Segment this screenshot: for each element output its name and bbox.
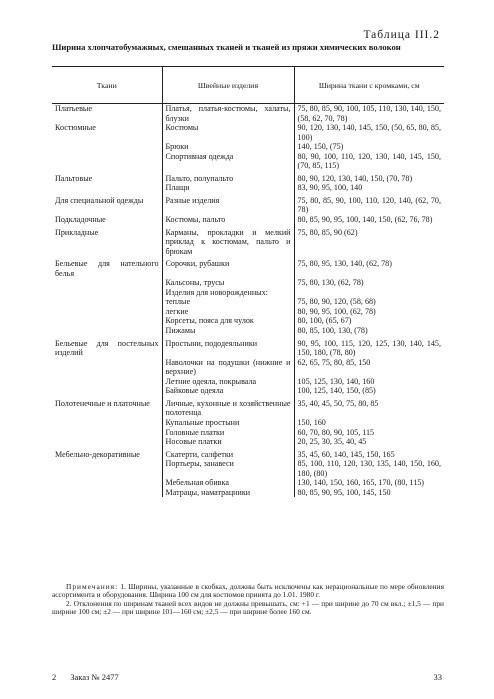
cell-fabric (52, 278, 162, 288)
cell-garment: Личные, кухонные и хозяйственные полотенца (162, 396, 294, 418)
cell-width: 105, 125, 130, 140, 160 (294, 377, 444, 387)
document-page (52, 0, 444, 699)
cell-garment: Карманы, прокладки и мелкий приклад к костюмам, пальто и брюкам (162, 225, 294, 257)
page-number: 33 (433, 672, 442, 682)
cell-garment: Носовые платки (162, 437, 294, 447)
cell-garment: Летние одеяла, покрывала (162, 377, 294, 387)
cell-fabric (52, 183, 162, 193)
table-row (52, 326, 444, 336)
cell-width: 85, 100, 110, 120, 130, 135, 140, 150, 160, 180, (80) (294, 459, 444, 478)
cell-width: 75, 80, 130, (62, 78) (294, 278, 444, 288)
cell-garment: легкие (162, 307, 294, 317)
table-row (52, 215, 444, 225)
cell-width: 80, 85, 90, 95, 100, 145, 150 (294, 488, 444, 498)
cell-fabric (52, 142, 162, 152)
header-fabrics: Ткани (52, 67, 162, 104)
cell-fabric: Для специальной одежды (55, 195, 144, 205)
cell-width: 35, 45, 60, 140, 145, 150, 165 (294, 447, 444, 460)
cell-garment: Головные платки (162, 428, 294, 438)
cell-garment: Костюмы (162, 123, 294, 142)
cell-garment: Мебельная обивка (162, 478, 294, 488)
table-row (52, 193, 444, 215)
table-row (52, 278, 444, 288)
table-row (52, 142, 444, 152)
cell-fabric (52, 418, 162, 428)
cell-garment: Матрацы, наматрацники (162, 488, 294, 498)
cell-garment: Пальто, полупальто (162, 171, 294, 184)
table-header-row (52, 67, 444, 104)
cell-fabric (52, 377, 162, 387)
table-row (52, 297, 444, 307)
table-row (52, 123, 444, 142)
cell-width: 80, 85, 90, 95, 100, 140, 150, (62, 76, 78) (294, 215, 444, 225)
cell-width: 62, 65, 75, 80, 85, 150 (294, 358, 444, 377)
cell-garment: Изделия для новорожденных: (162, 288, 294, 298)
table-body (52, 104, 444, 498)
table-row (52, 428, 444, 438)
cell-fabric: Бельевые для постельных изделий (55, 338, 159, 358)
cell-fabric: Пальтовые (55, 173, 93, 183)
cell-garment: Кальсоны, трусы (162, 278, 294, 288)
cell-width: 90, 120, 130, 140, 145, 150, (50, 65, 80, 85, 100) (294, 123, 444, 142)
cell-width: 150, 160 (294, 418, 444, 428)
cell-fabric (52, 428, 162, 438)
cell-fabric: Костюмные (55, 123, 96, 133)
cell-fabric: Бельевые для нательного белья (55, 259, 159, 278)
cell-fabric (52, 152, 162, 171)
cell-fabric (52, 459, 162, 478)
cell-fabric: Прикладные (55, 227, 99, 237)
table-row (52, 256, 444, 278)
cell-garment: Скатерти, салфетки (162, 447, 294, 460)
cell-width: 60, 70, 80, 90, 105, 115 (294, 428, 444, 438)
cell-fabric: Полотенечные и платочные (55, 398, 150, 408)
table-row (52, 152, 444, 171)
table-row (52, 447, 444, 460)
cell-fabric: Мебельно-декоративные (55, 449, 140, 459)
cell-width: 20, 25, 30, 35, 40, 45 (294, 437, 444, 447)
cell-garment: Портьеры, занавеси (162, 459, 294, 478)
cell-fabric (52, 478, 162, 488)
header-garments: Швейные изделия (162, 67, 294, 104)
cell-garment: Байковые одеяла (162, 386, 294, 396)
cell-width: 75, 80, 95, 130, 140, (62, 78) (294, 256, 444, 278)
cell-fabric (52, 488, 162, 498)
table-row (52, 418, 444, 428)
cell-fabric (52, 297, 162, 307)
table-row (52, 377, 444, 387)
cell-garment: Сорочки, рубашки (162, 256, 294, 278)
cell-fabric (52, 326, 162, 336)
table-row (52, 396, 444, 418)
table-row (52, 358, 444, 377)
cell-fabric (52, 358, 162, 377)
table-row (52, 183, 444, 193)
cell-width: 80, 90, 100, 110, 120, 130, 140, 145, 150, (70, 85, 115) (294, 152, 444, 171)
table-row (52, 316, 444, 326)
table-row (52, 104, 444, 124)
cell-fabric (52, 316, 162, 326)
note-1: 1. Ширины, указанные в скобках, должны быть исключены как нерациональные по мере обновления ассортимента и оборудования. Ширина 100 см для костюмов принята до 1.01. 1980 г. (52, 582, 444, 600)
cell-width: 130, 140, 150, 160, 165, 170, (80, 115) (294, 478, 444, 488)
cell-fabric: Платьевые (55, 104, 92, 113)
cell-fabric (52, 288, 162, 298)
cell-garment: Спортивная одежда (162, 152, 294, 171)
note-2: 2. Отклонения по ширинам тканей всех видов не должны превышать, см: +1 — при ширине до 70 см вкл.; ±1,5 — при ширине 100 см; ±2 — при ширине 101—160 см; ±2,5 — при ширине более 160 см. (52, 598, 444, 616)
cell-garment: Плащи (162, 183, 294, 193)
cell-garment: Наволочки на подушки (нижние и верхние) (162, 358, 294, 377)
table-row (52, 336, 444, 358)
cell-garment: Платья, платья-костюмы, халаты, блузки (162, 104, 294, 124)
cell-width: 75, 80, 85, 90, 100, 105, 110, 130, 140, 150, (58, 62, 70, 78) (294, 104, 444, 124)
cell-width: 80, 90, 95, 100, (62, 78) (294, 307, 444, 317)
cell-garment: Корсеты, пояса для чулок (162, 316, 294, 326)
table-row (52, 459, 444, 478)
printer-signature (52, 672, 119, 682)
signature-number: 2 (52, 672, 57, 682)
cell-garment: Брюки (162, 142, 294, 152)
header-width: Ширина ткани с кромками, см (294, 67, 444, 104)
cell-width: 35, 40, 45, 50, 75, 80, 85 (294, 396, 444, 418)
cell-fabric (52, 307, 162, 317)
cell-fabric: Подкладочные (55, 215, 106, 225)
cell-width: 80, 85, 100, 130, (78) (294, 326, 444, 336)
table-number: Таблица III.2 (363, 29, 440, 41)
cell-garment: теплые (162, 297, 294, 307)
cell-width: 140, 150, (75) (294, 142, 444, 152)
notes-label: Примечания: (66, 582, 119, 591)
cell-width: 75, 80, 85, 90, 100, 110, 120, 140, (62, 70, 78) (294, 193, 444, 215)
cell-width: 80, 100, (65, 67) (294, 316, 444, 326)
cell-width: 100, 125, 140, 150, (85) (294, 386, 444, 396)
table-row (52, 171, 444, 184)
table-row (52, 437, 444, 447)
cell-width: 75, 80, 90, 120, (58, 68) (294, 297, 444, 307)
table-row (52, 225, 444, 257)
cell-fabric (52, 437, 162, 447)
cell-width: 75, 80, 85, 90 (62) (294, 225, 444, 257)
cell-garment: Костюмы, пальто (162, 215, 294, 225)
cell-width: 90, 95, 100, 115, 120, 125, 130, 140, 145, 150, 180, (78, 80) (294, 336, 444, 358)
table-row (52, 386, 444, 396)
cell-width: 80, 90, 120, 130, 140, 150, (70, 78) (294, 171, 444, 184)
cell-garment: Купальные простыни (162, 418, 294, 428)
cell-garment: Пижамы (162, 326, 294, 336)
table-row (52, 288, 444, 298)
notes (52, 583, 444, 616)
cell-garment: Разные изделия (162, 193, 294, 215)
order-number: Заказ № 2477 (70, 672, 119, 682)
cell-fabric (52, 386, 162, 396)
table-row (52, 307, 444, 317)
table-row (52, 488, 444, 498)
cell-width (294, 288, 444, 298)
fabric-width-table (52, 66, 444, 497)
cell-width: 83, 90, 95, 100, 140 (294, 183, 444, 193)
table-title: Ширина хлопчатобумажных, смешанных тканей и тканей из пряжи химических волокон (52, 42, 401, 52)
cell-garment: Простыни, пододеяльники (162, 336, 294, 358)
table-row (52, 478, 444, 488)
